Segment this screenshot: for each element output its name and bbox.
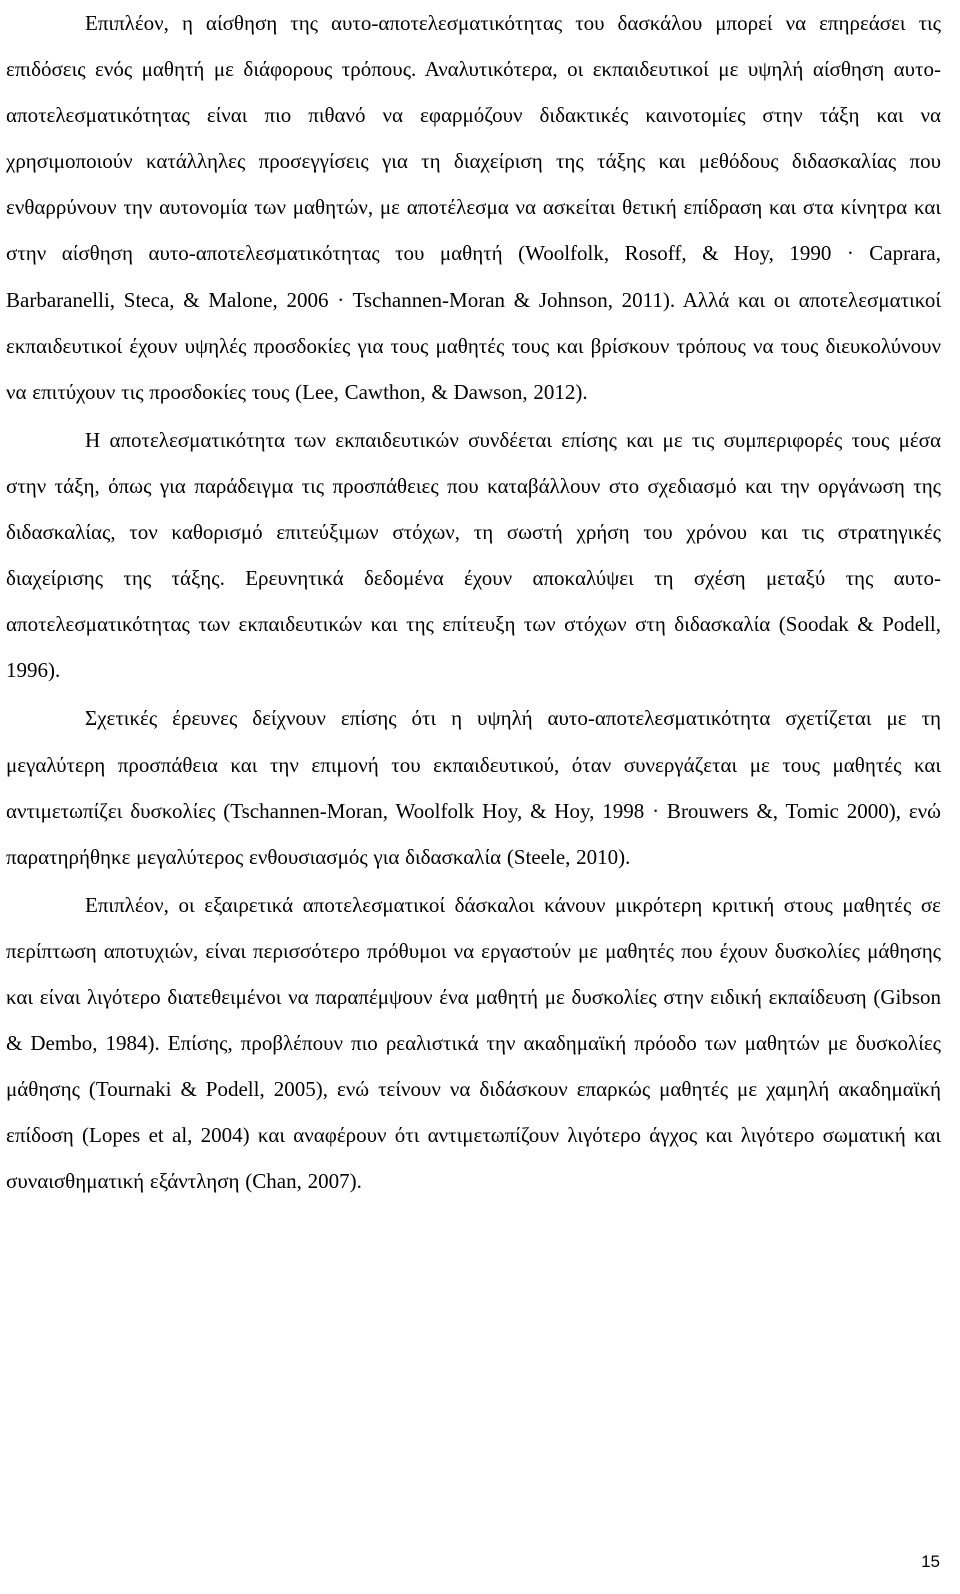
page-number: 15 [921, 1552, 940, 1571]
paragraph-effective-teachers: Επιπλέον, οι εξαιρετικά αποτελεσματικοί δάσκαλοι κάνουν μικρότερη κριτική στους μαθητές σε περίπτωση αποτυχιών, είναι περισσότερο πρόθυμοι να εργαστούν με μαθητές που έχουν δυσκολίες μάθησης και είναι λιγότερο διατεθειμένοι να παραπέμψουν ένα μαθητή με δυσκολίες στην ειδική εκπαίδευση (Gibson & Dembo, 1984). Επίσης, προβλέπουν πιο ρεαλιστικά την ακαδημαϊκή πρόοδο των μαθητών με δυσκολίες μάθησης (Tournaki & Podell, 2005), ενώ τείνουν να διδάσκουν επαρκώς μαθητές με χαμηλή ακαδημαϊκή επίδοση (Lopes et al, 2004) και αναφέρουν ότι αντιμετωπίζουν λιγότερο άγχος και λιγότερο σωματική και συναισθηματική εξάντληση (Chan, 2007). [6, 892, 941, 1194]
document-page [6, 0, 941, 1204]
paragraph-classroom-behaviours: Η αποτελεσματικότητα των εκπαιδευτικών συνδέεται επίσης και με τις συμπεριφορές τους μέσα στην τάξη, όπως για παράδειγμα τις προσπάθειες που καταβάλλουν στο σχεδιασμό και την οργάνωση της διδασκαλίας, τον καθορισμό επιτεύξιμων στόχων, τη σωστή χρήση του χρόνου και τις στρατηγικές διαχείρισης της τάξης. Ερευνητικά δεδομένα έχουν αποκαλύψει τη σχέση μεταξύ της αυτο-αποτελεσματικότητας των εκπαιδευτικών και της επίτευξη των στόχων στη διδασκαλία (Soodak & Podell, 1996). [6, 427, 941, 683]
paragraph-self-efficacy-effects: Επιπλέον, η αίσθηση της αυτο-αποτελεσματικότητας του δασκάλου μπορεί να επηρεάσει τις επιδόσεις ενός μαθητή με διάφορους τρόπους. Αναλυτικότερα, οι εκπαιδευτικοί με υψηλή αίσθηση αυτο-αποτελεσματικότητας είναι πιο πιθανό να εφαρμόζουν διδακτικές καινοτομίες στην τάξη και να χρησιμοποιούν κατάλληλες προσεγγίσεις για τη διαχείριση της τάξης και μεθόδους διδασκαλίας που ενθαρρύνουν την αυτονομία των μαθητών, με αποτέλεσμα να ασκείται θετική επίδραση και στα κίνητρα και στην αίσθηση αυτο-αποτελεσματικότητας του μαθητή (Woolfolk, Rosoff, & Hoy, 1990 · Caprara, Barbaranelli, Steca, & Malone, 2006 · Tschannen-Moran & Johnson, 2011). Αλλά και οι αποτελεσματικοί εκπαιδευτικοί έχουν υψηλές προσδοκίες για τους μαθητές τους και βρίσκουν τρόπους να τους διευκολύνουν να επιτύχουν τις προσδοκίες τους (Lee, Cawthon, & Dawson, 2012). [6, 11, 941, 404]
paragraph-effort-persistence: Σχετικές έρευνες δείχνουν επίσης ότι η υψηλή αυτο-αποτελεσματικότητα σχετίζεται με τη μεγαλύτερη προσπάθεια και την επιμονή του εκπαιδευτικού, όταν συνεργάζεται με τους μαθητές και αντιμετωπίζει δυσκολίες (Tschannen-Moran, Woolfolk Hoy, & Hoy, 1998 · Brouwers &, Tomic 2000), ενώ παρατηρήθηκε μεγαλύτερος ενθουσιασμός για διδασκαλία (Steele, 2010). [6, 706, 941, 869]
